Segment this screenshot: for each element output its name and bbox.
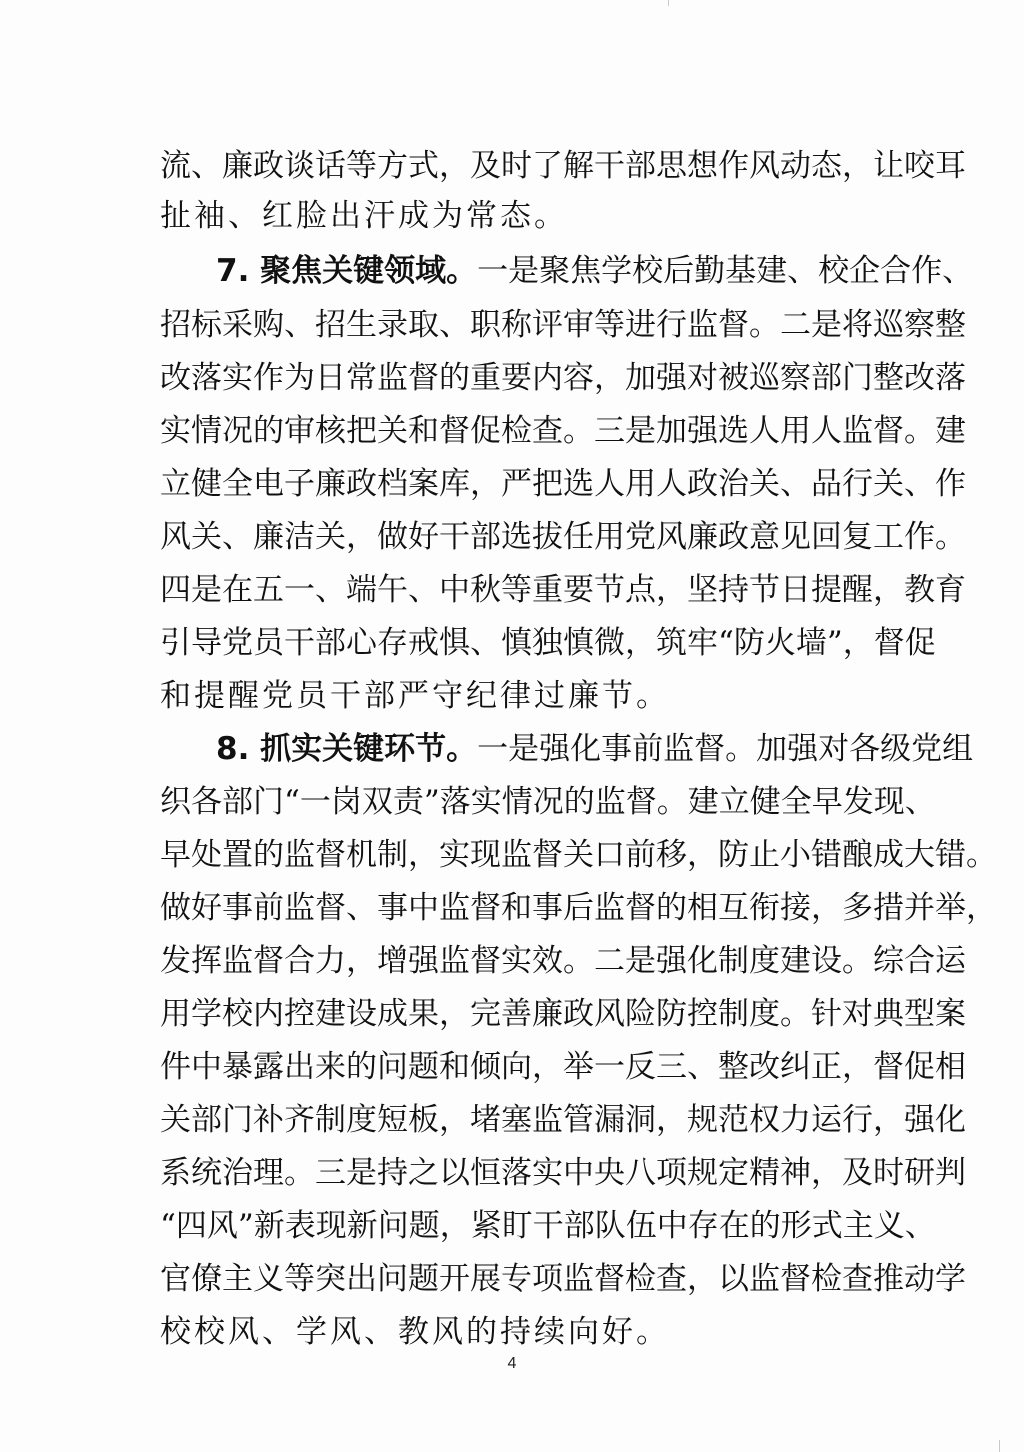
text-line: 立健全电子廉政档案库，严把选人用人政治关、品行关、作 (160, 466, 966, 502)
text-line: 改落实作为日常监督的重要内容，加强对被巡察部门整改落 (160, 360, 966, 396)
text-line: 系统治理。三是持之以恒落实中央八项规定精神，及时研判 (160, 1155, 966, 1191)
text-line: 发挥监督合力，增强监督实效。二是强化制度建设。综合运 (160, 943, 966, 979)
text-line: 官僚主义等突出问题开展专项监督检查，以监督检查推动学 (160, 1261, 966, 1297)
text-line: 做好事前监督、事中监督和事后监督的相互衔接，多措并举， (160, 890, 997, 926)
text-line: 四是在五一、端午、中秋等重要节点，坚持节日提醒，教育 (160, 572, 966, 608)
text-line: 和提醒党员干部严守纪律过廉节。 (160, 678, 670, 714)
section-8-first-line (216, 725, 974, 773)
page-number: 4 (507, 1355, 517, 1372)
text-line: 校校风、学风、教风的持续向好。 (160, 1314, 670, 1350)
text-line: “四风”新表现新问题，紧盯干部队伍中存在的形式主义、 (160, 1208, 936, 1244)
text-line: 件中暴露出来的问题和倾向，举一反三、整改纠正，督促相 (160, 1049, 966, 1085)
section-7-first-line (216, 247, 974, 295)
text-line: 招标采购、招生录取、职称评审等进行监督。二是将巡察整 (160, 307, 966, 343)
section-7-lead-text: 一是聚焦学校后勤基建、校企合作、 (477, 253, 974, 289)
text-line: 实情况的审核把关和督促检查。三是加强选人用人监督。建 (160, 413, 966, 449)
scan-mark-bottom (999, 1440, 1000, 1452)
text-line: 关部门补齐制度短板，堵塞监管漏洞，规范权力运行，强化 (160, 1102, 966, 1138)
text-line: 织各部门“一岗双责”落实情况的监督。建立健全早发现、 (160, 784, 936, 820)
text-line: 用学校内控建设成果，完善廉政风险防控制度。针对典型案 (160, 996, 966, 1032)
text-line: 引导党员干部心存戒惧、慎独慎微，筑牢“防火墙”，督促 (160, 625, 936, 661)
section-8-heading: 8. 抓实关键环节。 (216, 731, 478, 767)
text-line: 早处置的监督机制，实现监督关口前移，防止小错酿成大错。 (160, 837, 997, 873)
section-8-lead-text: 一是强化事前监督。加强对各级党组 (477, 731, 974, 767)
text-line: 风关、廉洁关，做好干部选拔任用党风廉政意见回复工作。 (160, 519, 966, 555)
scan-mark-top (668, 0, 669, 6)
text-line: 流、廉政谈话等方式，及时了解干部思想作风动态，让咬耳 (160, 148, 966, 184)
text-line: 扯袖、红脸出汗成为常态。 (160, 198, 568, 234)
section-7-heading: 7. 聚焦关键领域。 (216, 253, 478, 289)
